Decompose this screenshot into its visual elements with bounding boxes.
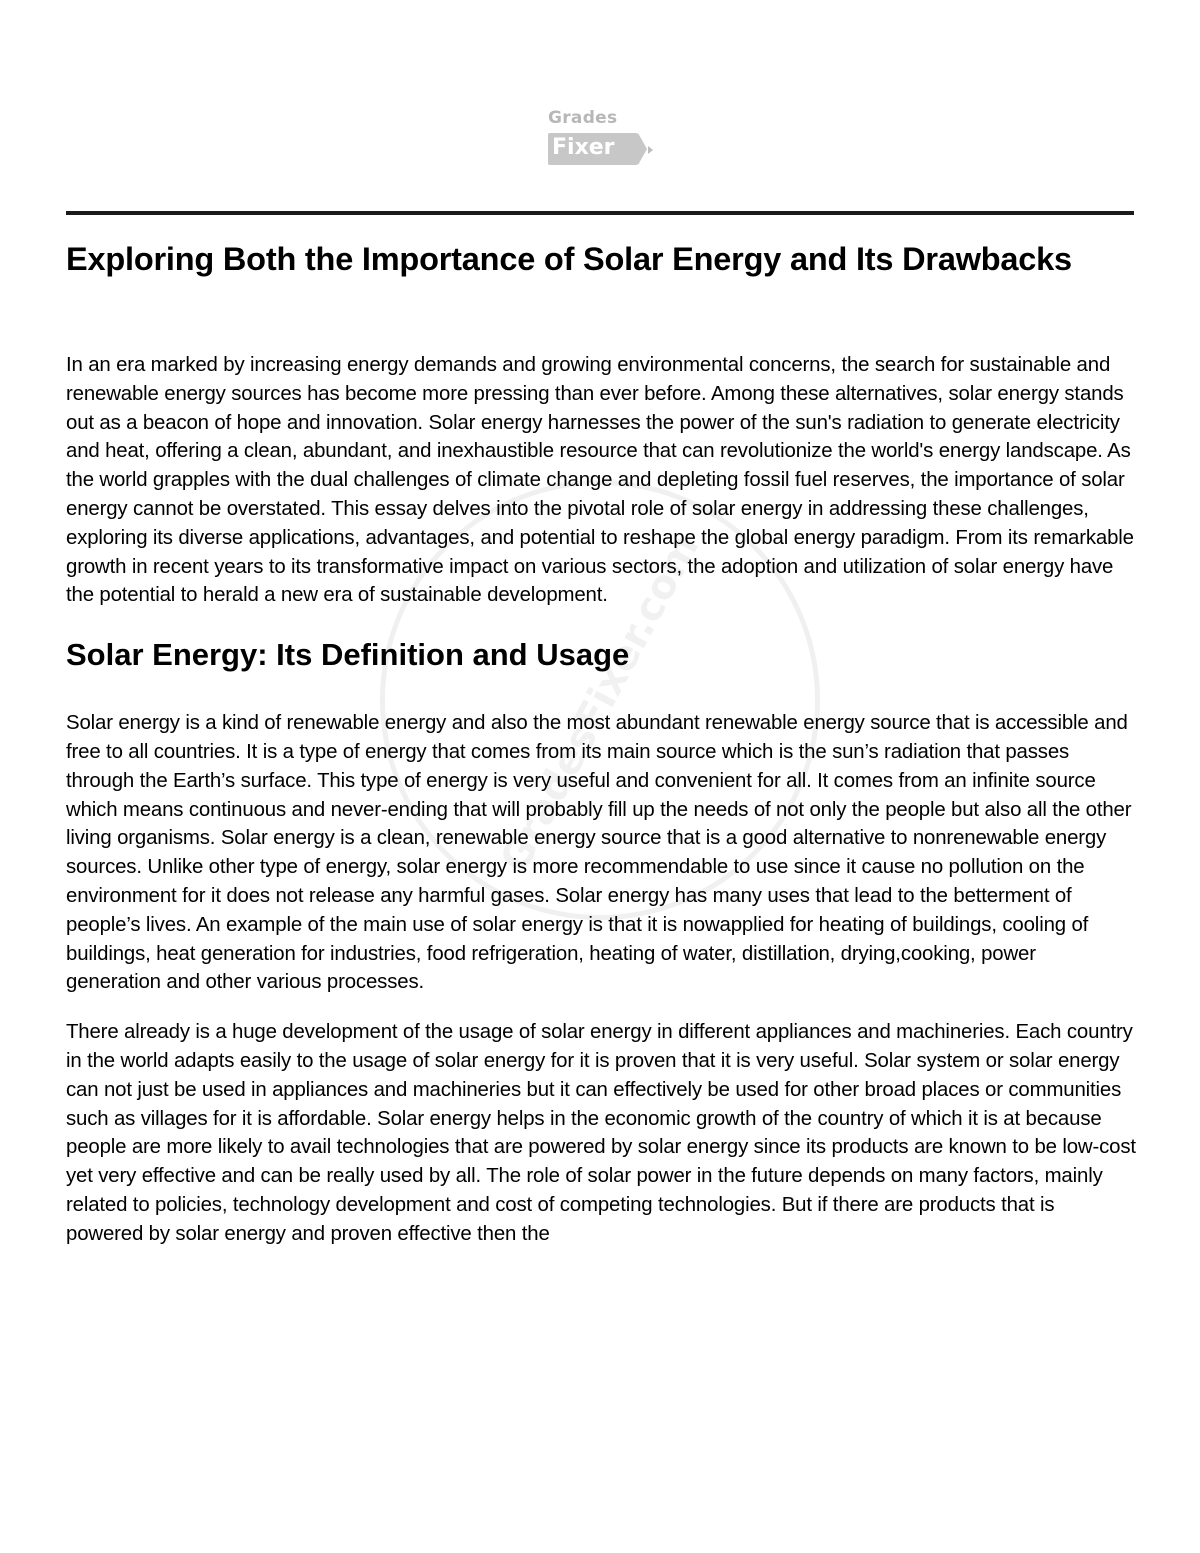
- logo-top-text: Grades: [548, 108, 618, 128]
- logo-arrow-tip-icon: [648, 146, 653, 154]
- watermark-text: GradesFixer.com: [491, 526, 709, 880]
- document-body: [66, 238, 1136, 1249]
- section-paragraph-2: There already is a huge development of the usage of solar energy in different appliances and machineries. Each country in the world adapts easily to the usage of solar energy for it is proven that it is very useful. Solar system or solar energy can not just be used in appliances and machineries but it can effectively be used for other broad places or communities such as villages for it is affordable. Solar energy helps in the economic growth of the country of which it is at because people are more likely to avail technologies that are powered by solar energy since its products are known to be low-cost yet very effective and can be really used by all. The role of solar power in the future depends on many factors, mainly related to policies, technology development and cost of competing technologies. But if there are products that is powered by solar energy and proven effective then the: [66, 1021, 1136, 1245]
- logo-box-text: Fixer: [552, 135, 615, 160]
- intro-paragraph: In an era marked by increasing energy demands and growing environmental concerns, the search for sustainable and renewable energy sources has become more pressing than ever before. Among these alternatives, solar energy stands out as a beacon of hope and innovation. Solar energy harnesses the power of the sun's radiation to generate electricity and heat, offering a clean, abundant, and inexhaustible resource that can revolutionize the world's energy landscape. As the world grapples with the dual challenges of climate change and depleting fossil fuel reserves, the importance of solar energy cannot be overstated. This essay delves into the pivotal role of solar energy in addressing these challenges, exploring its diverse applications, advantages, and potential to reshape the global energy paradigm. From its remarkable growth in recent years to its transformative impact on various sectors, the adoption and utilization of solar energy have the potential to herald a new era of sustainable development.: [66, 354, 1134, 607]
- logo-arrow-icon: [638, 133, 647, 165]
- logo-box: [548, 133, 638, 165]
- gradesfixer-logo: [546, 108, 656, 160]
- header-divider: [66, 211, 1134, 215]
- document-title: Exploring Both the Importance of Solar Energy and Its Drawbacks: [66, 241, 1072, 277]
- section-heading: Solar Energy: Its Definition and Usage: [66, 637, 630, 673]
- section-paragraph-1: Solar energy is a kind of renewable energy and also the most abundant renewable energy source that is accessible and free to all countries. It is a type of energy that comes from its main source which is the sun’s radiation that passes through the Earth’s surface. This type of energy is very useful and convenient for all. It comes from an infinite source which means continuous and never-ending that will probably fill up the needs of not only the people but also all the other living organisms. Solar energy is a clean, renewable energy source that is a good alternative to nonrenewable energy sources. Unlike other type of energy, solar energy is more recommendable to use since it cause no pollution on the environment for it does not release any harmful gases. Solar energy has many uses that lead to the betterment of people’s lives. An example of the main use of solar energy is that it is nowapplied for heating of buildings, cooling of buildings, heat generation for industries, food refrigeration, heating of water, distillation, drying,cooking, power generation and other various processes.: [66, 712, 1132, 994]
